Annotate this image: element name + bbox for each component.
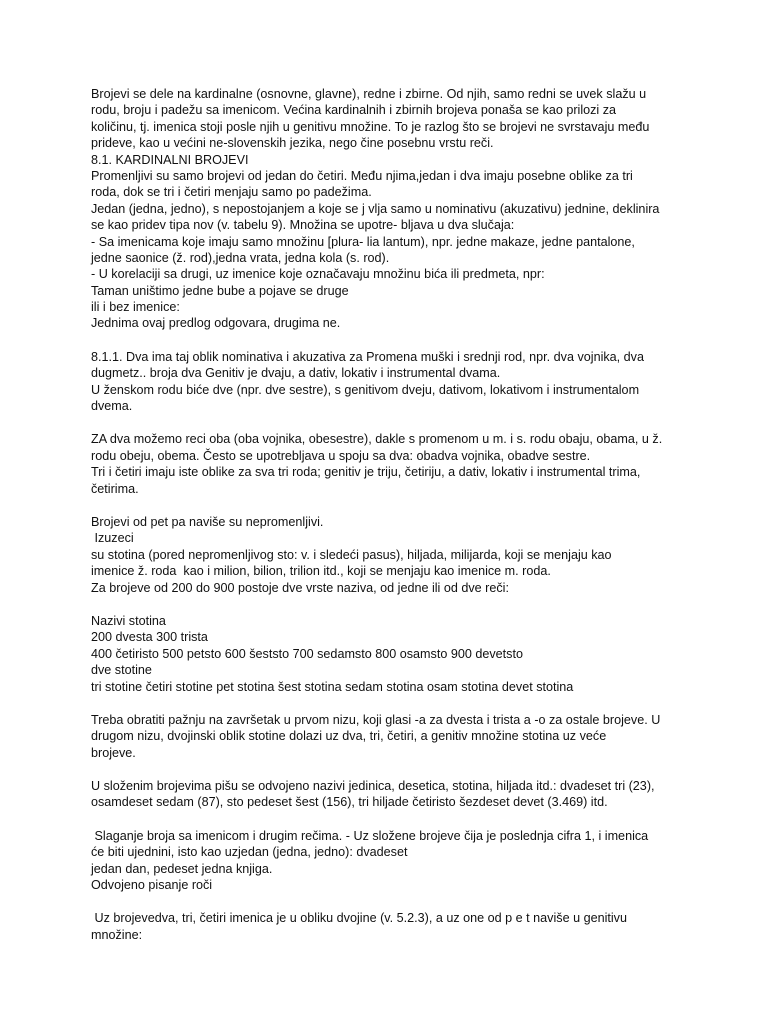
text-line: prideve, kao u većini ne-slovenskih jezika, nego čine posebnu vrstu reči. [91,136,494,151]
text-line: Izuzeci [91,531,134,546]
text-line: Uz brojevedva, tri, četiri imenica je u obliku dvojine (v. 5.2.3), a uz one od p e t naviše u genitivu [91,911,627,926]
section-heading: 8.1. KARDINALNI BROJEVI [91,152,249,167]
paragraph-treba [91,712,691,761]
text-line: dugmetz.. broja dva Genitiv je dvaju, a dativ, lokativ i instrumental dvama. [91,366,501,381]
text-line: rodu obeju, obema. Često se upotrebljava u spoju sa dva: obadva vojnika, obadve sestre. [91,448,591,463]
text-line: drugom nizu, dvojinski oblik stotine dolazi uz dva, tri, četiri, a genitiv množine stotina uz veće [91,729,607,744]
document-page [91,86,691,943]
paragraph-gap [91,332,691,349]
text-line: Za brojeve od 200 do 900 postoje dve vrste naziva, od jedne ili od dve reči: [91,580,509,595]
text-line: će biti ujednini, isto kao uzjedan (jedna, jedno): dvadeset [91,845,408,860]
text-line: Brojevi od pet pa naviše su nepromenljivi. [91,514,324,529]
paragraph-pet [91,514,691,596]
text-line: dve stotine [91,663,152,678]
text-line: Slaganje broja sa imenicom i drugim rečima. - Uz složene brojeve čija je poslednja cifra 1, i imenica [91,828,649,843]
text-line: - U korelaciji sa drugi, uz imenice koje označavaju množinu bića ili predmeta, npr: [91,267,545,282]
text-line: Odvojeno pisanje roči [91,878,213,893]
text-line: tri stotine četiri stotine pet stotina šest stotina sedam stotina osam stotina devet stotina [91,679,574,694]
text-line: množine: [91,927,143,942]
text-line: 8.1.1. Dva ima taj oblik nominativa i akuzativa za Promena muški i srednji rod, npr. dva vojnika, dva [91,349,644,364]
text-line: su stotina (pored nepromenljivog sto: v. i sledeći pasus), hiljada, milijarda, koji se menjaju kao [91,547,612,562]
text-line: jedan dan, pedeset jedna knjiga. [91,861,273,876]
text-line: Tri i četiri imaju iste oblike za sva tri roda; genitiv je triju, četiriju, a dativ, lokativ i instrumental trima, [91,465,641,480]
text-line: 200 dvesta 300 trista [91,630,208,645]
text-line: U ženskom rodu biće dve (npr. dve sestre), s genitivom dveju, dativom, lokativom i instrumentalom [91,382,640,397]
text-line: količinu, tj. imenica stoji posle njih u genitivu množine. To je razlog što se brojevi ne svrstavaju među [91,119,650,134]
paragraph-gap [91,811,691,828]
paragraph-oba [91,431,691,497]
paragraph-gap [91,695,691,712]
text-line: ZA dva možemo reci oba (oba vojnika, obesestre), dakle s promenom u m. i s. rodu obaju, obama, u ž. [91,432,663,447]
text-line: četirima. [91,481,139,496]
text-line: Treba obratiti pažnju na završetak u prvom nizu, koji glasi -a za dvesta i trista a -o za ostale brojeve. U [91,712,661,727]
text-line: Taman uništimo jedne bube a pojave se druge [91,283,349,298]
text-line: imenice ž. roda kao i milion, bilion, trilion itd., koji se menjaju kao imenice m. roda. [91,564,551,579]
text-line: rodu, broju i padežu sa imenicom. Većina kardinalnih i zbirnih brojeva ponaša se kao prilozi za [91,103,617,118]
paragraph-intro [91,86,691,332]
paragraph-dva [91,349,691,415]
text-line: Promenljivi su samo brojevi od jedan do četiri. Među njima,jedan i dva imaju posebne oblike za tri [91,168,633,183]
paragraph-gap [91,893,691,910]
text-line: Jednima ovaj predlog odgovara, drugima ne. [91,316,341,331]
text-line: Jedan (jedna, jedno), s nepostojanjem a koje se j vlja samo u nominativu (akuzativu) jednine, deklinira [91,201,660,216]
paragraph-slaganje [91,828,691,894]
paragraph-dvojina [91,910,691,943]
text-line: 400 četiristo 500 petsto 600 šeststo 700 sedamsto 800 osamsto 900 devetsto [91,646,523,661]
paragraph-gap [91,596,691,613]
text-line: U složenim brojevima pišu se odvojeno nazivi jedinica, desetica, stotina, hiljada itd.: dvadeset tri (23), [91,779,655,794]
paragraph-slozeni [91,778,691,811]
text-line: - Sa imenicama koje imaju samo množinu [plura- lia lantum), npr. jedne makaze, jedne pantalone, [91,234,635,249]
paragraph-nazivi [91,613,691,695]
text-line: Brojevi se dele na kardinalne (osnovne, glavne), redne i zbirne. Od njih, samo redni se uvek slažu u [91,87,647,101]
text-line: osamdeset sedam (87), sto pedeset šest (156), tri hiljade četiristo šezdeset devet (3.469) itd. [91,795,608,810]
text-line: se kao pridev tipa nov (v. tabelu 9). Množina se upotre- bljava u dva slučaja: [91,218,515,233]
text-line: brojeve. [91,745,136,760]
text-line: Nazivi stotina [91,613,166,628]
paragraph-gap [91,497,691,514]
text-line: jedne saonice (ž. rod),jedna vrata, jedna kola (s. rod). [91,250,390,265]
text-line: roda, dok se tri i četiri menjaju samo po padežima. [91,185,372,200]
text-line: dvema. [91,399,133,414]
text-line: ili i bez imenice: [91,300,180,315]
paragraph-gap [91,761,691,778]
paragraph-gap [91,414,691,431]
